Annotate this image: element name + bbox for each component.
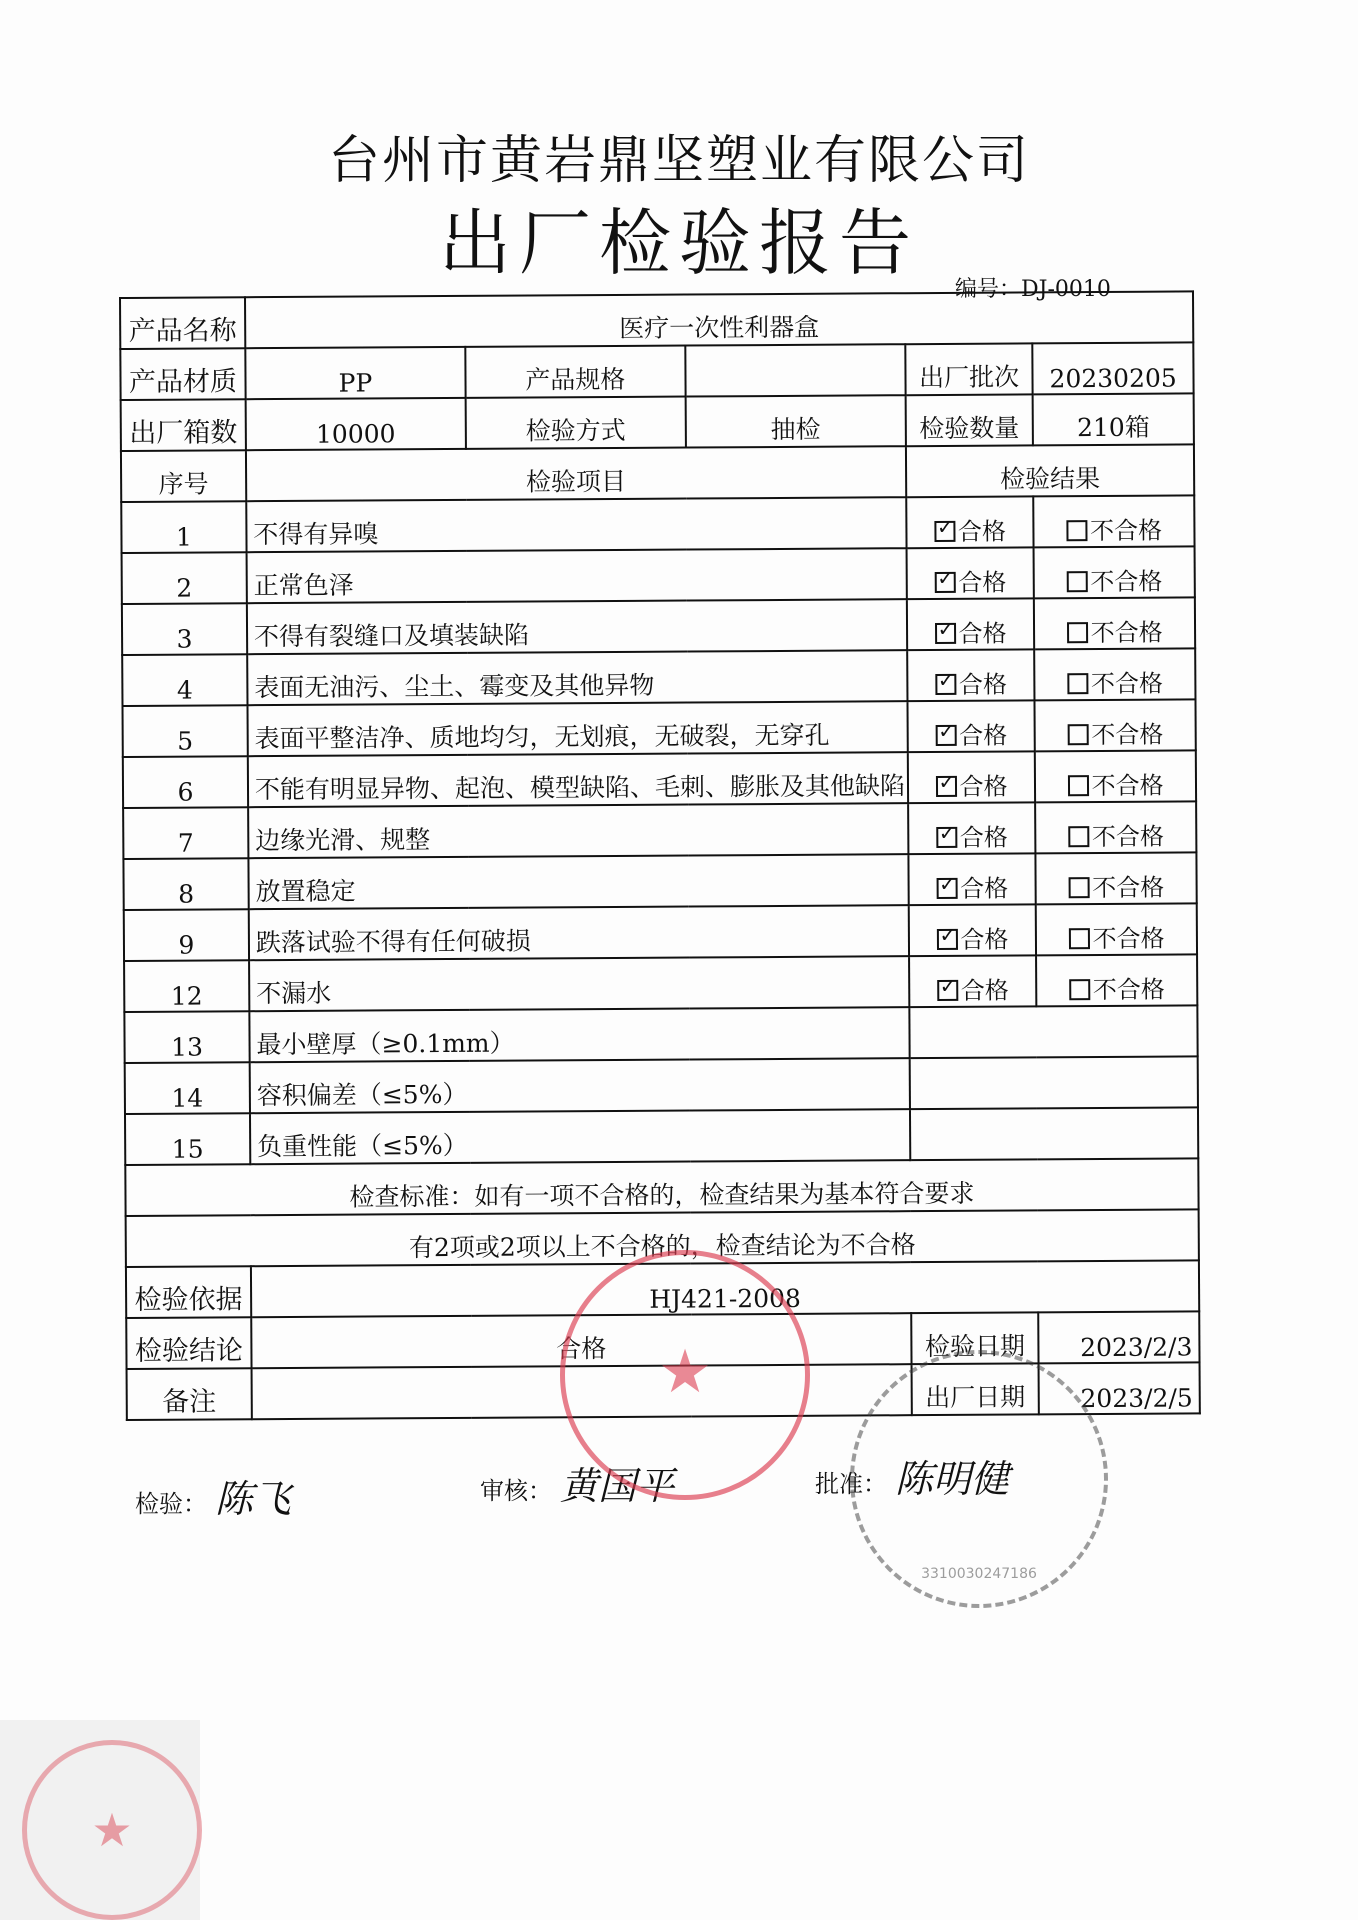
fail-checkbox[interactable] [1066, 520, 1087, 541]
fail-label: 不合格 [1092, 975, 1165, 1005]
pass-cell [909, 955, 1037, 1007]
remark-label: 备注 [127, 1368, 252, 1420]
item-no: 1 [121, 501, 246, 553]
insp-date-label: 检验日期 [911, 1312, 1039, 1364]
fail-label: 不合格 [1090, 618, 1163, 648]
fail-checkbox[interactable] [1068, 775, 1089, 796]
pass-cell [907, 700, 1035, 752]
company-name: 台州市黄岩鼎坚塑业有限公司 [327, 131, 1030, 191]
item-no: 6 [123, 756, 248, 808]
fail-checkbox[interactable] [1067, 622, 1088, 643]
basis-label: 检验依据 [126, 1266, 251, 1318]
fail-cell [1034, 597, 1195, 649]
item-name: 边缘光滑、规整 [248, 803, 908, 858]
batch: 20230205 [1033, 342, 1194, 394]
method-label: 检验方式 [465, 397, 685, 449]
table-row [124, 954, 1197, 1012]
product-name: 医疗一次性利器盒 [245, 291, 1193, 348]
fail-label: 不合格 [1092, 873, 1165, 903]
table-row [121, 495, 1194, 553]
fail-cell [1035, 801, 1196, 853]
fail-cell [1036, 903, 1197, 955]
pass-cell [906, 547, 1034, 599]
pass-checkbox[interactable] [936, 929, 957, 950]
pass-cell [908, 751, 1036, 803]
item-name: 表面平整洁净、质地均匀，无划痕，无破裂，无穿孔 [247, 701, 907, 756]
fail-checkbox[interactable] [1068, 928, 1089, 949]
fail-cell [1034, 648, 1195, 700]
gray-seal-stamp [850, 1350, 1108, 1608]
pass-checkbox[interactable] [936, 827, 957, 848]
approver-label: 批准： [815, 1470, 887, 1498]
table-row [122, 597, 1195, 655]
fail-cell [1036, 852, 1197, 904]
item-no: 12 [124, 960, 249, 1012]
table-row [124, 1005, 1197, 1063]
item-name: 放置稳定 [248, 854, 908, 909]
col-item: 检验项目 [246, 446, 906, 501]
item-no: 2 [122, 552, 247, 604]
quality-seal-stamp [22, 1740, 202, 1920]
table-row [122, 699, 1195, 757]
seal-number: 3310030247186 [921, 1566, 1037, 1582]
pass-label: 合格 [960, 976, 1009, 1005]
pass-label: 合格 [958, 568, 1007, 597]
result-cell [910, 1107, 1198, 1160]
boxes: 10000 [246, 398, 466, 450]
item-no: 5 [122, 705, 247, 757]
pass-checkbox[interactable] [935, 623, 956, 644]
pass-label: 合格 [960, 874, 1009, 903]
item-name: 表面无油污、尘土、霉变及其他异物 [247, 650, 907, 705]
inspector-label: 检验： [135, 1490, 207, 1518]
doc-number-value: DJ-0010 [1021, 277, 1111, 302]
item-no: 4 [122, 654, 247, 706]
item-name: 不漏水 [249, 956, 909, 1011]
item-no: 9 [124, 909, 249, 961]
boxes-label: 出厂箱数 [121, 399, 246, 451]
result-cell [909, 1056, 1197, 1109]
fail-label: 不合格 [1090, 669, 1164, 699]
table-row [125, 1056, 1198, 1114]
item-no: 15 [125, 1113, 250, 1165]
pass-cell [908, 853, 1036, 905]
pass-label: 合格 [960, 925, 1009, 954]
item-name: 跌落试验不得有任何破损 [249, 905, 909, 960]
item-no: 8 [123, 858, 248, 910]
table-row [124, 903, 1197, 961]
ship-date-label: 出厂日期 [911, 1363, 1039, 1415]
item-no: 7 [123, 807, 248, 859]
pass-checkbox[interactable] [936, 878, 957, 899]
material-label: 产品材质 [120, 348, 245, 400]
fail-label: 不合格 [1090, 567, 1163, 597]
conclusion: 合格 [251, 1313, 911, 1368]
pass-checkbox[interactable] [937, 980, 958, 1001]
company-seal-stamp [560, 1250, 810, 1500]
pass-cell [907, 598, 1035, 650]
fail-checkbox[interactable] [1069, 979, 1090, 1000]
inspector-name: 陈飞 [215, 1477, 292, 1521]
reviewer-name: 黄国平 [560, 1464, 675, 1508]
basis: HJ421-2008 [251, 1260, 1199, 1317]
table-row [123, 750, 1196, 808]
pass-label: 合格 [958, 619, 1007, 648]
item-name: 负重性能（≤5%） [250, 1109, 910, 1164]
spec-label: 产品规格 [465, 346, 685, 398]
row-material [120, 342, 1193, 400]
item-no: 13 [124, 1011, 249, 1063]
pass-cell [909, 904, 1037, 956]
pass-cell [906, 496, 1034, 548]
pass-checkbox[interactable] [934, 572, 955, 593]
standard-line-1: 检查标准：如有一项不合格的，检查结果为基本符合要求 [125, 1158, 1198, 1216]
row-product-name [120, 291, 1193, 349]
fail-checkbox[interactable] [1066, 571, 1087, 592]
fail-label: 不合格 [1089, 516, 1163, 546]
standard-line-2: 有2项或2项以上不合格的，检查结论为不合格 [126, 1209, 1199, 1267]
pass-checkbox[interactable] [935, 674, 956, 695]
pass-checkbox[interactable] [935, 725, 956, 746]
fail-label: 不合格 [1091, 771, 1164, 801]
fail-cell [1035, 699, 1196, 751]
fail-checkbox[interactable] [1067, 673, 1088, 694]
item-name: 最小壁厚（≥0.1mm） [249, 1007, 909, 1062]
batch-label: 出厂批次 [905, 343, 1033, 395]
star-icon: ★ [91, 1802, 133, 1857]
pass-label: 合格 [959, 721, 1008, 750]
method: 抽检 [685, 395, 905, 447]
fail-cell [1036, 954, 1197, 1006]
col-no: 序号 [121, 450, 246, 502]
fail-checkbox[interactable] [1068, 826, 1089, 847]
pass-checkbox[interactable] [935, 776, 956, 797]
col-result: 检验结果 [906, 444, 1194, 497]
item-no: 14 [125, 1062, 250, 1114]
inspector-signature [135, 1468, 291, 1523]
fail-cell [1033, 495, 1194, 547]
item-name: 不能有明显异物、起泡、模型缺陷、毛刺、膨胀及其他缺陷 [248, 752, 908, 807]
item-name: 正常色泽 [246, 548, 906, 603]
pass-cell [907, 649, 1035, 701]
table-row [122, 648, 1195, 706]
conclusion-label: 检验结论 [126, 1317, 251, 1369]
table-row [122, 546, 1195, 604]
table-row [123, 852, 1196, 910]
ship-date: 2023/2/5 [1039, 1362, 1200, 1414]
pass-label: 合格 [957, 517, 1007, 546]
reviewer-label: 审核： [480, 1477, 552, 1505]
item-no: 3 [122, 603, 247, 655]
pass-label: 合格 [959, 823, 1008, 852]
product-name-label: 产品名称 [120, 297, 245, 349]
material: PP [245, 347, 465, 399]
row-boxes [121, 393, 1194, 451]
fail-label: 不合格 [1092, 924, 1165, 954]
pass-label: 合格 [958, 670, 1007, 699]
qty: 210箱 [1033, 393, 1194, 445]
fail-cell [1034, 546, 1195, 598]
doc-number-label: 编号： [955, 277, 1022, 302]
fail-cell [1035, 750, 1196, 802]
star-icon: ★ [658, 1336, 712, 1407]
pass-cell [908, 802, 1036, 854]
table-row [125, 1107, 1198, 1165]
report-title: 出厂检验报告 [438, 201, 919, 285]
item-name: 不得有异嗅 [246, 497, 906, 552]
qty-label: 检验数量 [905, 394, 1033, 446]
pass-label: 合格 [959, 772, 1008, 801]
table-row [123, 801, 1196, 859]
row-columns [121, 444, 1194, 502]
pass-checkbox[interactable] [934, 521, 955, 542]
fail-checkbox[interactable] [1067, 724, 1088, 745]
insp-date: 2023/2/3 [1038, 1311, 1199, 1363]
approver-name: 陈明健 [895, 1457, 1010, 1501]
item-name: 不得有裂缝口及填装缺陷 [247, 599, 907, 654]
fail-label: 不合格 [1091, 822, 1165, 852]
fail-label: 不合格 [1091, 720, 1164, 750]
spec [685, 344, 905, 396]
fail-checkbox[interactable] [1068, 877, 1089, 898]
item-name: 容积偏差（≤5%） [250, 1058, 910, 1113]
result-cell [909, 1005, 1197, 1058]
